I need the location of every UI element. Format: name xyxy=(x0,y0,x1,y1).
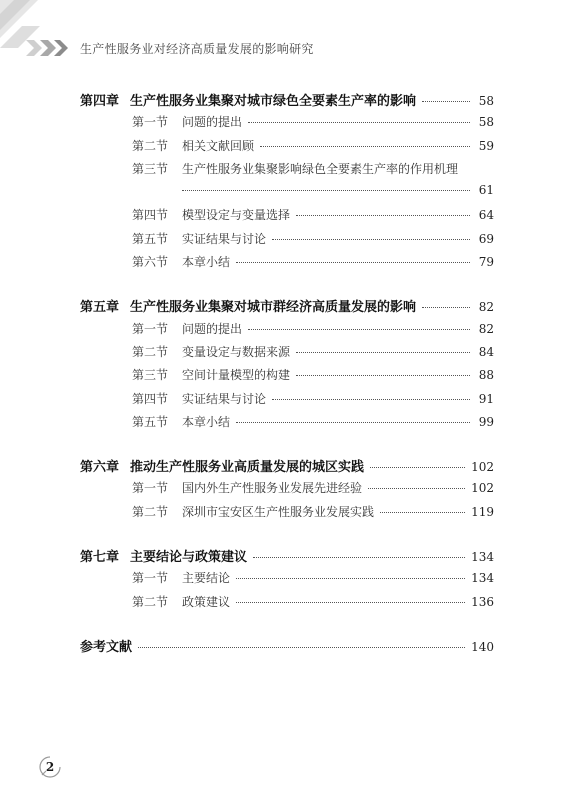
page-ref: 134 xyxy=(471,571,494,586)
dot-leader xyxy=(422,101,470,102)
section-number: 第五节 xyxy=(132,414,169,429)
dot-leader xyxy=(138,647,465,648)
section-number: 第二节 xyxy=(132,344,169,359)
dot-leader xyxy=(248,122,470,123)
toc-section[interactable] xyxy=(80,113,494,136)
chapter-number: 第六章 xyxy=(80,460,120,476)
toc-section[interactable] xyxy=(80,206,494,229)
page-ref: 59 xyxy=(478,138,494,153)
chapter-number: 第七章 xyxy=(80,550,120,566)
section-title: 深圳市宝安区生产性服务业发展实践 xyxy=(182,504,375,519)
toc-section[interactable] xyxy=(80,366,494,389)
chapter-title: 生产性服务业集聚对城市绿色全要素生产率的影响 xyxy=(130,94,417,109)
table-of-contents xyxy=(80,90,494,659)
section-number: 第一节 xyxy=(132,115,169,130)
page-number: 2 xyxy=(45,760,55,774)
dot-leader xyxy=(422,307,470,308)
section-title: 本章小结 xyxy=(182,414,231,429)
section-title: 模型设定与变量选择 xyxy=(182,208,291,223)
page-ref: 82 xyxy=(478,300,494,315)
chapter-title: 推动生产性服务业高质量发展的城区实践 xyxy=(130,460,365,476)
section-number: 第六节 xyxy=(132,255,169,270)
page-ref: 136 xyxy=(471,594,494,609)
section-number: 第四节 xyxy=(132,391,169,406)
toc-section[interactable] xyxy=(80,503,494,526)
toc-section[interactable] xyxy=(80,320,494,343)
section-title: 变量设定与数据来源 xyxy=(182,344,291,359)
toc-section-continuation[interactable] xyxy=(80,183,494,206)
section-title: 国内外生产性服务业发展先进经验 xyxy=(182,481,363,496)
section-number: 第三节 xyxy=(132,161,169,176)
chevron-right-icon xyxy=(26,40,42,56)
toc-section[interactable] xyxy=(80,390,494,413)
section-title: 政策建议 xyxy=(182,594,231,609)
page-ref: 79 xyxy=(478,255,494,270)
section-number: 第一节 xyxy=(132,321,169,336)
dot-leader xyxy=(296,215,470,216)
dot-leader xyxy=(182,190,470,191)
toc-section[interactable] xyxy=(80,593,494,616)
chapter-number: 第四章 xyxy=(80,94,120,109)
page-ref: 84 xyxy=(478,344,494,359)
corner-decoration xyxy=(0,0,80,70)
page-ref: 119 xyxy=(471,504,494,519)
page-ref: 102 xyxy=(471,481,494,496)
page-ref: 102 xyxy=(471,460,494,475)
dot-leader xyxy=(296,375,470,376)
page-ref: 134 xyxy=(471,550,494,565)
toc-section[interactable] xyxy=(80,253,494,276)
page-ref: 64 xyxy=(478,208,494,223)
toc-section[interactable] xyxy=(80,160,494,183)
toc-chapter-4[interactable] xyxy=(80,90,494,113)
dot-leader xyxy=(260,146,470,147)
section-number: 第二节 xyxy=(132,138,169,153)
dot-leader xyxy=(253,557,465,558)
dot-leader xyxy=(368,488,465,489)
dot-leader xyxy=(370,467,465,468)
section-number: 第二节 xyxy=(132,594,169,609)
dot-leader xyxy=(236,422,470,423)
references-title: 参考文献 xyxy=(80,639,133,655)
toc-references[interactable] xyxy=(80,636,494,659)
dot-leader xyxy=(296,352,470,353)
toc-section[interactable] xyxy=(80,343,494,366)
dot-leader xyxy=(236,602,465,603)
dot-leader xyxy=(272,239,470,240)
page-ref: 82 xyxy=(478,321,494,336)
toc-chapter-5[interactable] xyxy=(80,296,494,319)
page-ref: 61 xyxy=(478,183,494,198)
toc-section[interactable] xyxy=(80,413,494,436)
section-number: 第二节 xyxy=(132,504,169,519)
section-title: 问题的提出 xyxy=(182,115,243,130)
section-title: 实证结果与讨论 xyxy=(182,391,267,406)
page-ref: 91 xyxy=(478,391,494,406)
toc-section[interactable] xyxy=(80,479,494,502)
section-number: 第四节 xyxy=(132,208,169,223)
page-ref: 88 xyxy=(478,368,494,383)
dot-leader xyxy=(236,578,465,579)
page-ref: 140 xyxy=(471,639,494,654)
section-number: 第三节 xyxy=(132,368,169,383)
toc-chapter-6[interactable] xyxy=(80,456,494,479)
toc-section[interactable] xyxy=(80,137,494,160)
toc-section[interactable] xyxy=(80,569,494,592)
running-header: 生产性服务业对经济高质量发展的影响研究 xyxy=(80,42,314,56)
toc-section[interactable] xyxy=(80,230,494,253)
page-ref: 58 xyxy=(478,94,494,108)
dot-leader xyxy=(380,512,465,513)
page-ref: 69 xyxy=(478,231,494,246)
section-title: 实证结果与讨论 xyxy=(182,231,267,246)
section-title: 生产性服务业集聚影响绿色全要素生产率的作用机理 xyxy=(182,161,459,176)
section-title: 相关文献回顾 xyxy=(182,138,255,153)
page-ref: 99 xyxy=(478,414,494,429)
toc-chapter-7[interactable] xyxy=(80,546,494,569)
chapter-title: 生产性服务业集聚对城市群经济高质量发展的影响 xyxy=(130,300,417,316)
section-title: 本章小结 xyxy=(182,255,231,270)
page-ref: 58 xyxy=(478,115,494,130)
chevron-right-icon xyxy=(54,40,68,56)
chevron-right-icon xyxy=(40,40,56,56)
dot-leader xyxy=(248,329,470,330)
dot-leader xyxy=(236,262,470,263)
section-number: 第五节 xyxy=(132,231,169,246)
section-number: 第一节 xyxy=(132,481,169,496)
section-title: 主要结论 xyxy=(182,571,231,586)
chapter-number: 第五章 xyxy=(80,300,120,316)
section-number: 第一节 xyxy=(132,571,169,586)
section-title: 问题的提出 xyxy=(182,321,243,336)
dot-leader xyxy=(272,399,470,400)
chapter-title: 主要结论与政策建议 xyxy=(130,550,248,566)
section-title: 空间计量模型的构建 xyxy=(182,368,291,383)
